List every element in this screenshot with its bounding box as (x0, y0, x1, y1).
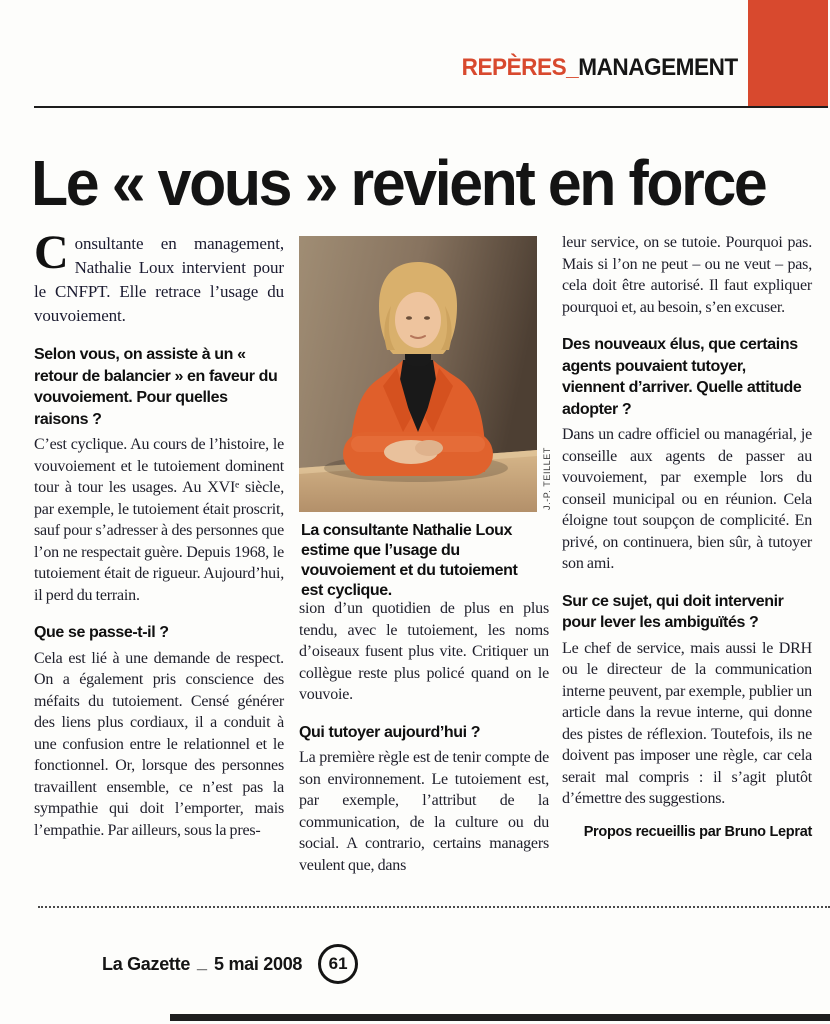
byline: Propos recueillis par Bruno Leprat (583, 823, 812, 840)
interview-question: Que se passe-t-il ? (34, 624, 169, 641)
red-corner-block (748, 0, 828, 106)
kicker-topic-label: MANAGEMENT (578, 54, 738, 81)
footer-dotted-rule (38, 906, 830, 908)
interview-question: Sur ce sujet, qui doit intervenir pour lever les ambiguïtés ? (562, 592, 784, 631)
interview-answer: La première règle est de tenir compte de son environnement. Le tutoiement est, par exemple, l’attribut de la communication, de la culture ou du social. A contrario, certains managers veulent que, dans (299, 749, 549, 874)
article-headline: Le « vous » revient en force (31, 147, 766, 219)
interview-question: Des nouveaux élus, que certains agents pouvaient tutoyer, viennent d’arriver. Quelle attitude adopter ? (562, 336, 802, 418)
interview-answer: Dans un cadre officiel ou managérial, je conseille aux agents de passer au vouvoiement, par exemple lors du conseil municipal ou en réunion. Cela éloigne tout soupçon de complicité. En privé, on continuera, bien sûr, à tutoyer son ami. (562, 426, 812, 572)
scan-edge-bar (170, 1014, 830, 1021)
interview-question: Qui tutoyer aujourd’hui ? (299, 723, 481, 741)
kicker-section-label: REPÈRES (461, 54, 567, 81)
portrait-photo-illustration (299, 236, 537, 512)
interview-answer: Le chef de service, mais aussi le DRH ou le directeur de la communication interne peuvent, par exemple, publier un article dans la revue interne, qui donne des pistes de réflexion. Toutefois, ils ne doivent pas imposer une règle, car cela serait mal compris : il s’agit plutôt d’émettre des suggestions. (562, 639, 812, 807)
magazine-name: La Gazette (102, 953, 191, 974)
interview-answer: leur service, on se tutoie. Pourquoi pas. Mais si l’on ne peut – ou ne veut – pas, cela doit être autorisé. Il faut expliquer pourquoi et, au besoin, s’en excuser. (562, 234, 812, 316)
page-number-badge: 61 (318, 944, 358, 984)
intro-text: onsultante en management, Nathalie Loux intervient pour le CNFPT. Elle retrace l’usage du vouvoiement. (34, 234, 284, 325)
drop-cap: C (34, 226, 69, 279)
column-left (34, 226, 284, 841)
section-kicker (462, 54, 738, 82)
photo-caption: La consultante Nathalie Loux estime que l’usage du vouvoiement et du tutoiement est cyclique. (301, 522, 518, 599)
kicker-separator: _ (566, 54, 579, 81)
footer (102, 944, 358, 984)
interview-answer: Cela est lié à une demande de respect. On a également pris conscience des méfaits du tutoiement. Censé générer des liens plus cordiaux, il a conduit à une confusion entre le relationnel et le fonctionnel. Or, lorsque des personnes travaillent ensemble, ce n’est pas la sympathie qui doit l’emporter, mais l’empathie. Par ailleurs, sous la pres- (34, 649, 284, 839)
column-right (562, 232, 812, 854)
column-middle (299, 598, 549, 876)
interview-answer: C’est cyclique. Au cours de l’histoire, le vouvoiement et le tutoiement dominent tour à tour les usages. Au XVIᵉ siècle, par exemple, le tutoiement était proscrit, sauf pour s’adresser à des personnes que l’on ne respectait guère. Depuis 1968, le tutoiement était de rigueur. Aujourd’hui, il perd du terrain. (34, 436, 284, 604)
issue-date: 5 mai 2008 (214, 953, 303, 974)
interview-answer: sion d’un quotidien de plus en plus tendu, avec le tutoiement, les noms d’oiseaux fusent plus vite. Critiquer un collègue reste plus policé quand on le vouvoie. (299, 600, 549, 703)
photo-credit: J.-P. TEILLET (542, 447, 552, 510)
footer-separator: _ (197, 951, 208, 972)
photo-nathalie-loux (299, 236, 552, 512)
interview-question: Selon vous, on assiste à un « retour de balancier » en faveur du vouvoiement. Pour quelles raisons ? (34, 346, 278, 428)
header-rule (34, 106, 828, 108)
intro-paragraph (34, 226, 284, 328)
